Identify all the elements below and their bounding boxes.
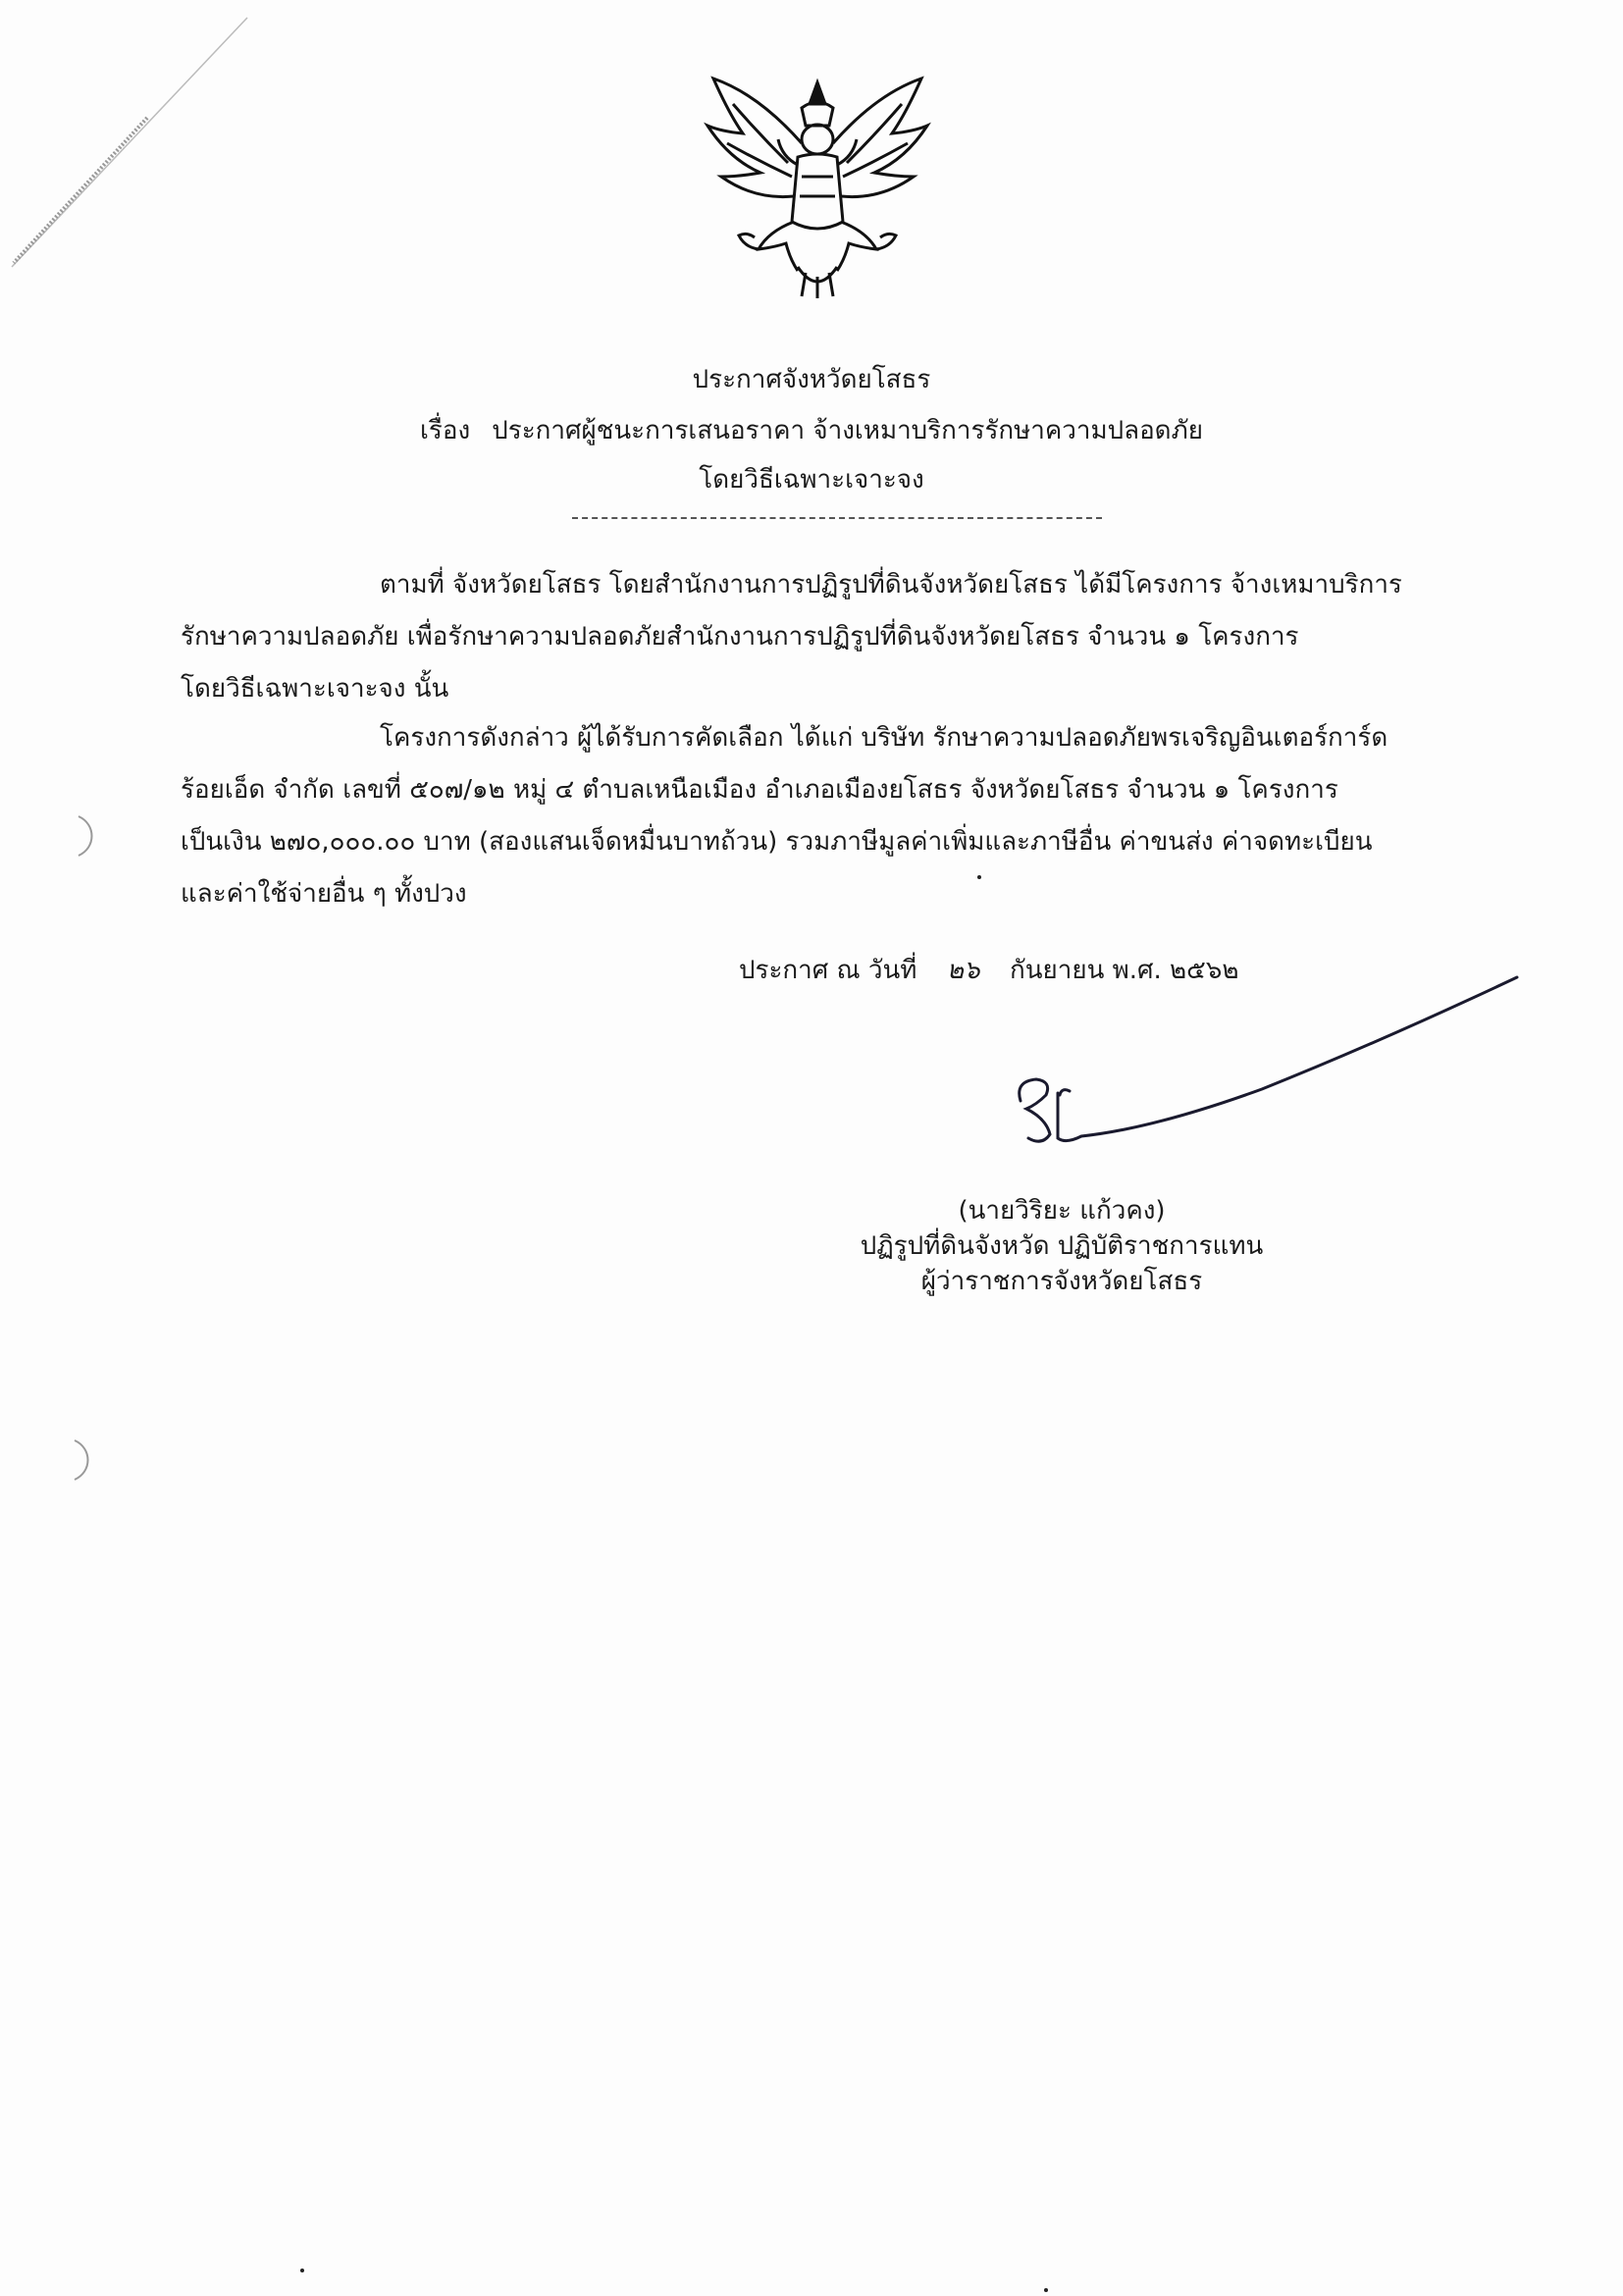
date-day-handwritten: ๒๖: [946, 956, 980, 985]
punch-hole-mark: [71, 1438, 94, 1482]
garuda-emblem: [700, 75, 935, 300]
paragraph-line: ร้อยเอ็ด จำกัด เลขที่ ๕๐๗/๑๒ หมู่ ๔ ตำบลเหนือเมือง อำเภอเมืองยโสธร จังหวัดยโสธร จำนวน ๑ โครงการ: [181, 775, 1338, 805]
subject-label: เรื่อง: [420, 416, 471, 445]
scan-speck: [977, 875, 981, 879]
signer-position-governor: ผู้ว่าราชการจังหวัดยโสธร: [920, 1267, 1203, 1296]
subject-text: ประกาศผู้ชนะการเสนอราคา จ้างเหมาบริการรักษาความปลอดภัย: [492, 416, 1203, 445]
paragraph-project-background: [181, 559, 1488, 715]
scan-speck: [300, 2269, 304, 2272]
paragraph-line: โดยวิธีเฉพาะเจาะจง นั้น: [181, 674, 449, 704]
paragraph-line: รักษาความปลอดภัย เพื่อรักษาความปลอดภัยสำนักงานการปฏิรูปที่ดินจังหวัดยโสธร จำนวน ๑ โครงการ: [181, 622, 1299, 652]
handwritten-signature: [1007, 971, 1537, 1168]
signer-name: (นายวิริยะ แก้วคง): [958, 1196, 1166, 1226]
date-month-year: กันยายน พ.ศ. ๒๕๖๒: [1009, 956, 1239, 985]
paragraph-winner-details: [181, 712, 1488, 920]
punch-hole-mark: [75, 814, 98, 858]
date-prefix: ประกาศ ณ วันที่: [739, 956, 917, 985]
divider-line: [572, 517, 1102, 519]
paragraph-line: ตามที่ จังหวัดยโสธร โดยสำนักงานการปฏิรูปที่ดินจังหวัดยโสธร ได้มีโครงการ จ้างเหมาบริการ: [380, 570, 1402, 600]
subject-method: โดยวิธีเฉพาะเจาะจง: [699, 465, 924, 495]
paragraph-line: เป็นเงิน ๒๗๐,๐๐๐.๐๐ บาท (สองแสนเจ็ดหมื่นบาทถ้วน) รวมภาษีมูลค่าเพิ่มและภาษีอื่น ค่าขนส่ง ค่าจดทะเบียน: [181, 827, 1373, 857]
paragraph-line: และค่าใช้จ่ายอื่น ๆ ทั้งปวง: [181, 879, 467, 909]
scan-speck: [1044, 2288, 1048, 2292]
paragraph-line: โครงการดังกล่าว ผู้ได้รับการคัดเลือก ได้แก่ บริษัท รักษาความปลอดภัยพรเจริญอินเตอร์การ์ด: [380, 723, 1388, 753]
announcement-title: ประกาศจังหวัดยโสธร: [692, 365, 931, 394]
scan-streak: [0, 0, 275, 294]
signer-position: ปฏิรูปที่ดินจังหวัด ปฏิบัติราชการแทน: [860, 1231, 1264, 1261]
announcement-subject: [0, 414, 1623, 447]
